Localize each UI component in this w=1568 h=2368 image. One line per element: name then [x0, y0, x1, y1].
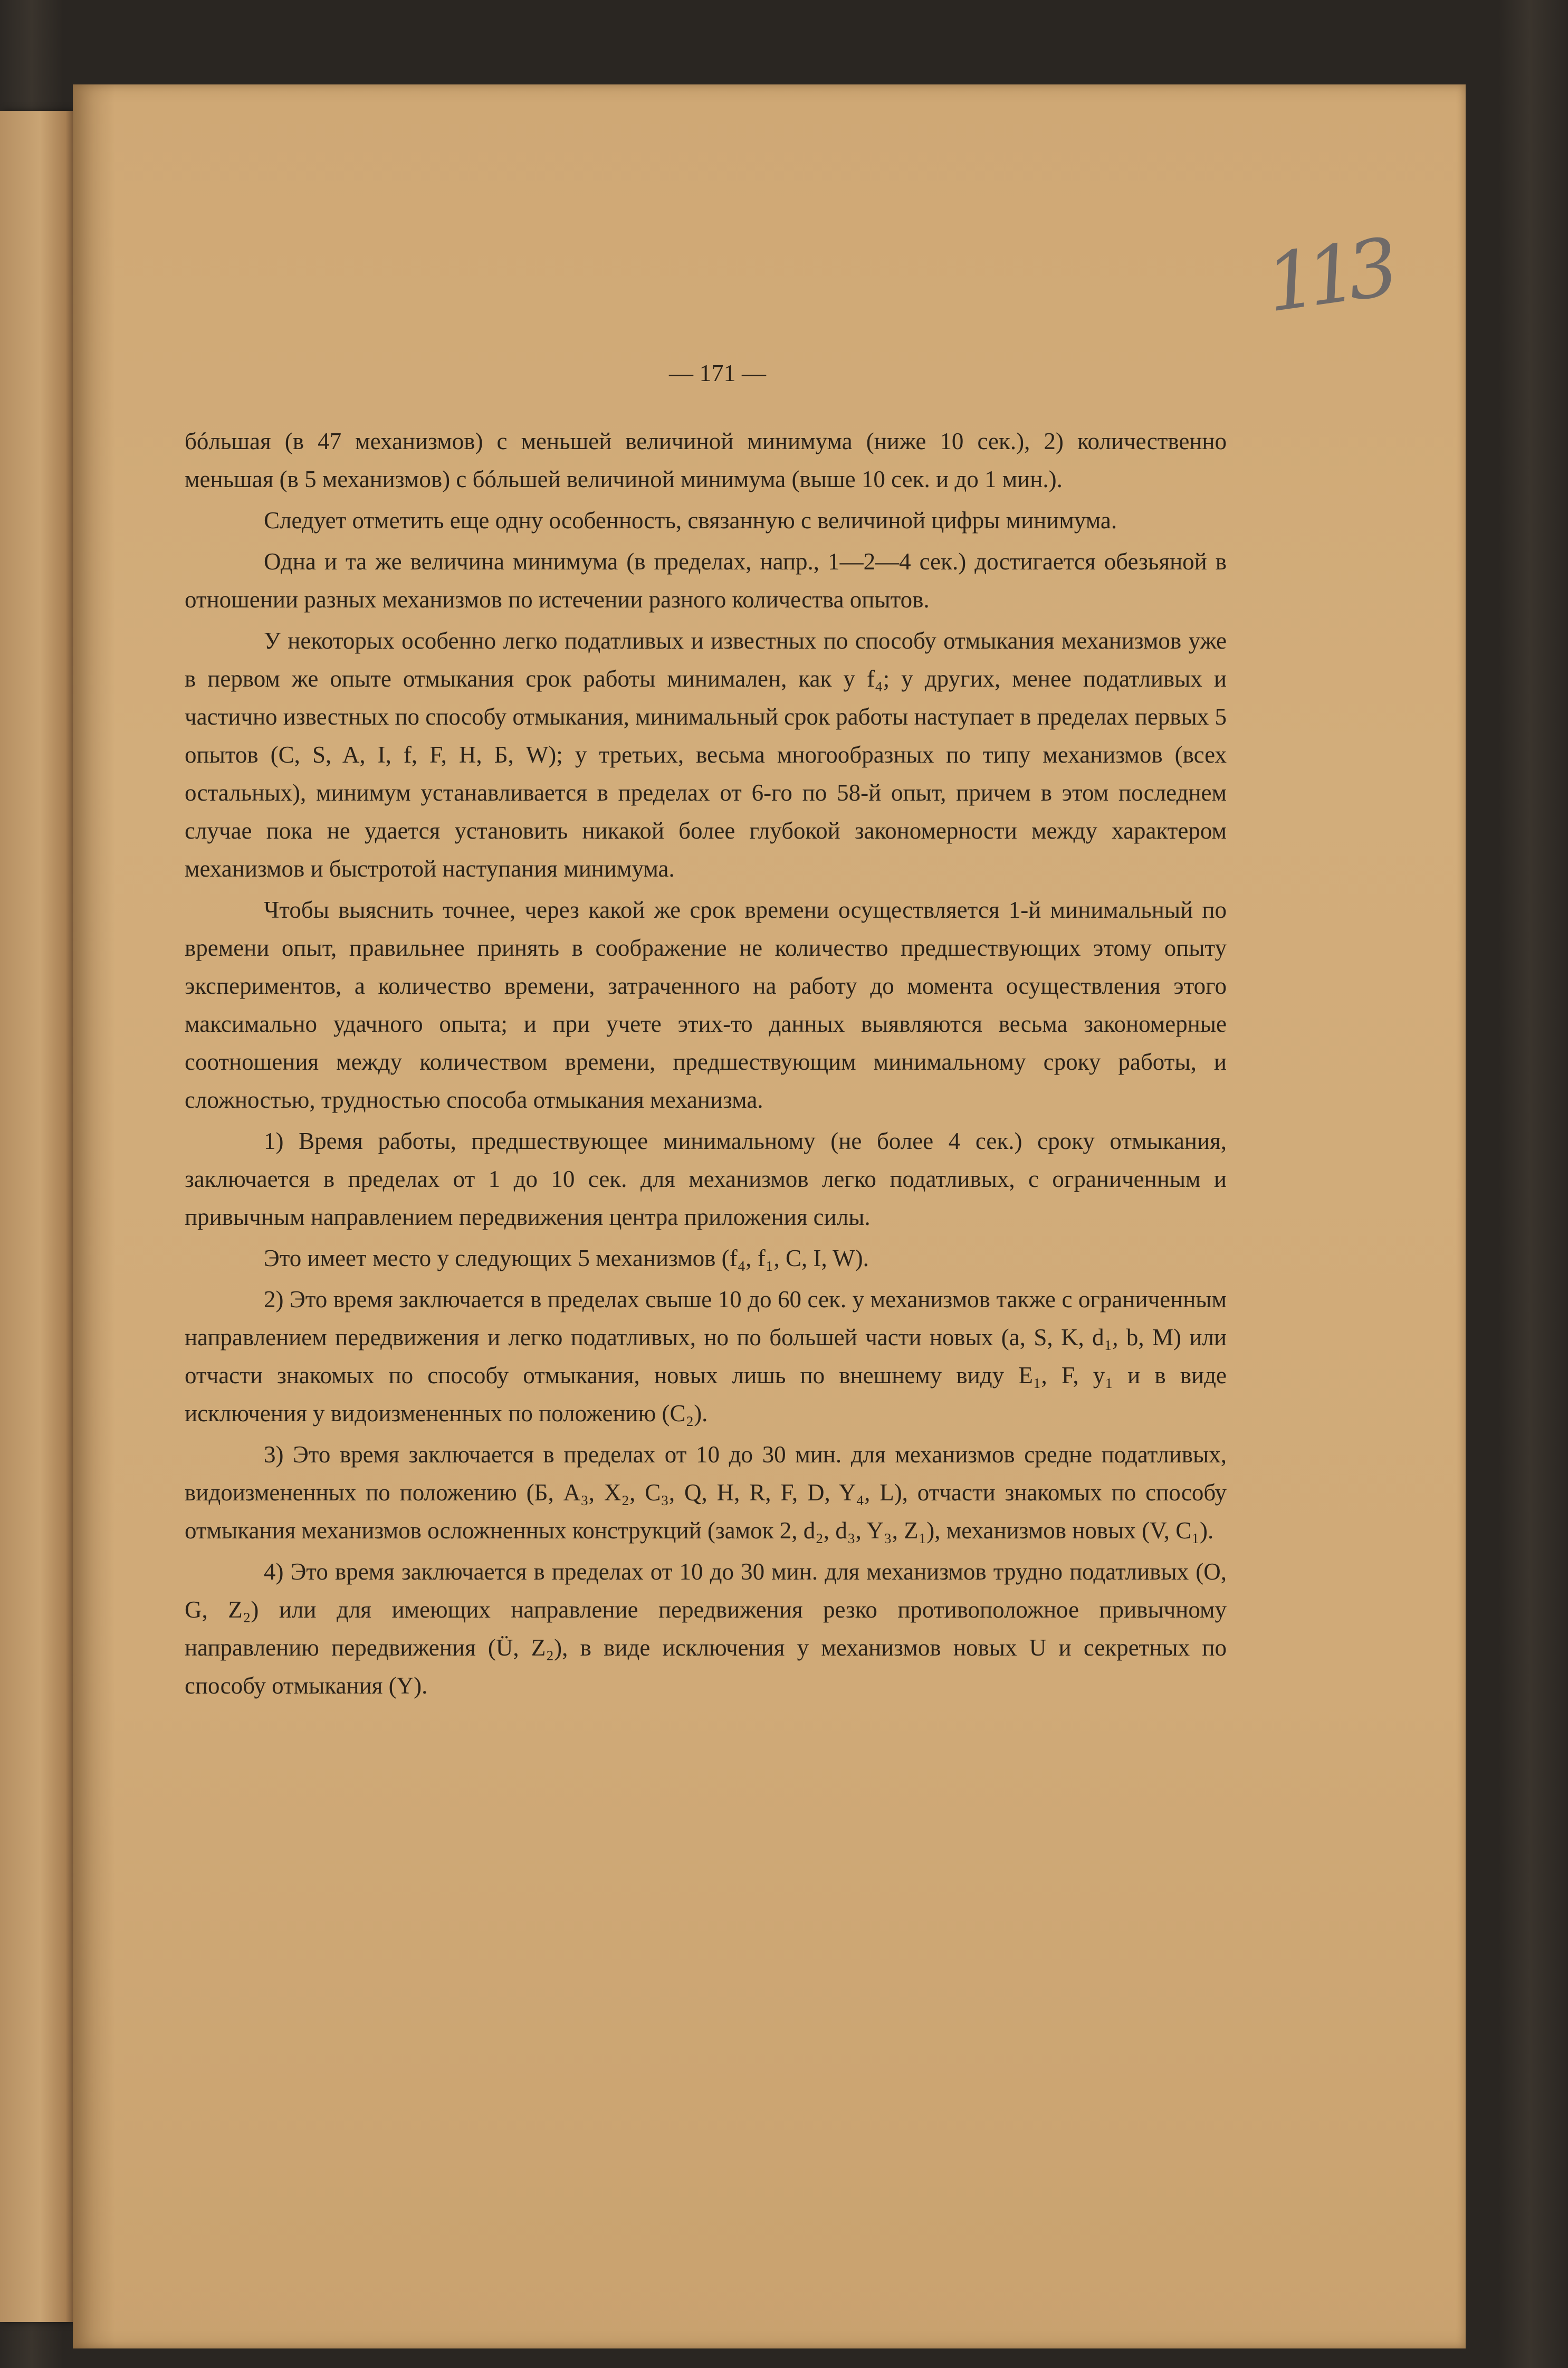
paragraph: 3) Это время заключается в пределах от 10 до 30 мин. для механизмов средне податливых, видоизмененных по положению (Б, A₃, X₂, C₃, Q, H, R, F, D, Y₄, L), отчасти знакомых по способу отмыкания механизмов осложненных конструкций (замок 2, d₂, d₃, Y₃, Z₁), механизмов новых (V, C₁).	[185, 1441, 1227, 1544]
body-text	[185, 422, 1227, 1705]
page-gutter-shadow	[73, 84, 115, 2348]
paragraph: бóльшая (в 47 механизмов) с меньшей величиной минимума (ниже 10 сек.), 2) количественно меньшая (в 5 механизмов) с бóльшей величиной минимума (выше 10 сек. и до 1 мин.).	[185, 428, 1227, 492]
paragraph: 4) Это время заключается в пределах от 10 до 30 мин. для механизмов трудно податливых (O, G, Z₂) или для имеющих направление передвижения резко противоположное привычному направлению передвижения (Ü, Z₂), в виде исключения у механизмов новых U и секретных по способу отмыкания (Y).	[185, 1558, 1227, 1699]
page-number: — 171 —	[669, 359, 766, 386]
paragraph: 1) Время работы, предшествующее минимальному (не более 4 сек.) сроку отмыкания, заключается в пределах от 1 до 10 сек. для механизмов легко податливых, с ограниченным и привычным направлением передвижения центра приложения силы.	[185, 1128, 1227, 1230]
previous-page-edge	[0, 111, 73, 2322]
paragraph: Одна и та же величина минимума (в пределах, напр., 1—2—4 сек.) достигается обезьяной в отношении разных механизмов по истечении разного количества опытов.	[185, 548, 1227, 613]
paragraph: Следует отметить еще одну особенность, связанную с величиной цифры минимума.	[264, 507, 1117, 534]
handwritten-folio-number: 113	[1260, 222, 1395, 330]
paragraph: 2) Это время заключается в пределах свыше 10 до 60 сек. у механизмов также с ограниченным направлением передвижения и легко податливых, но по большей части новых (a, S, K, d₁, b, M) или отчасти знакомых по способу отмыкания, новых лишь по внешнему виду E₁, F, y₁ и в виде исключения у видоизмененных по положению (C₂).	[185, 1286, 1227, 1426]
paragraph: Чтобы выяснить точнее, через какой же срок времени осуществляется 1-й минимальный по времени опыт, правильнее принять в соображение не количество предшествующих этому опыту экспериментов, а количество времени, затраченного на работу до момента осуществления этого максимально удачного опыта; и при учете этих-то данных выявляются весьма закономерные соотношения между количеством времени, предшествующим минимальному сроку работы, и сложностью, трудностью способа отмыкания механизма.	[185, 897, 1227, 1113]
paragraph: У некоторых особенно легко податливых и известных по способу отмыкания механизмов уже в первом же опыте отмыкания срок работы минимален, как у f₄; у других, менее податливых и частично известных по способу отмыкания, минимальный срок работы наступает в пределах первых 5 опытов (C, S, A, I, f, F, H, Б, W); у третьих, весьма многообразных по типу механизмов (всех остальных), минимум устанавливается в пределах от 6-го по 58-й опыт, причем в этом последнем случае пока не удается установить никакой более глубокой закономерности между характером механизмов и быстротой наступания минимума.	[185, 627, 1227, 882]
paragraph: Это имеет место у следующих 5 механизмов (f₄, f₁, C, I, W).	[264, 1245, 869, 1271]
